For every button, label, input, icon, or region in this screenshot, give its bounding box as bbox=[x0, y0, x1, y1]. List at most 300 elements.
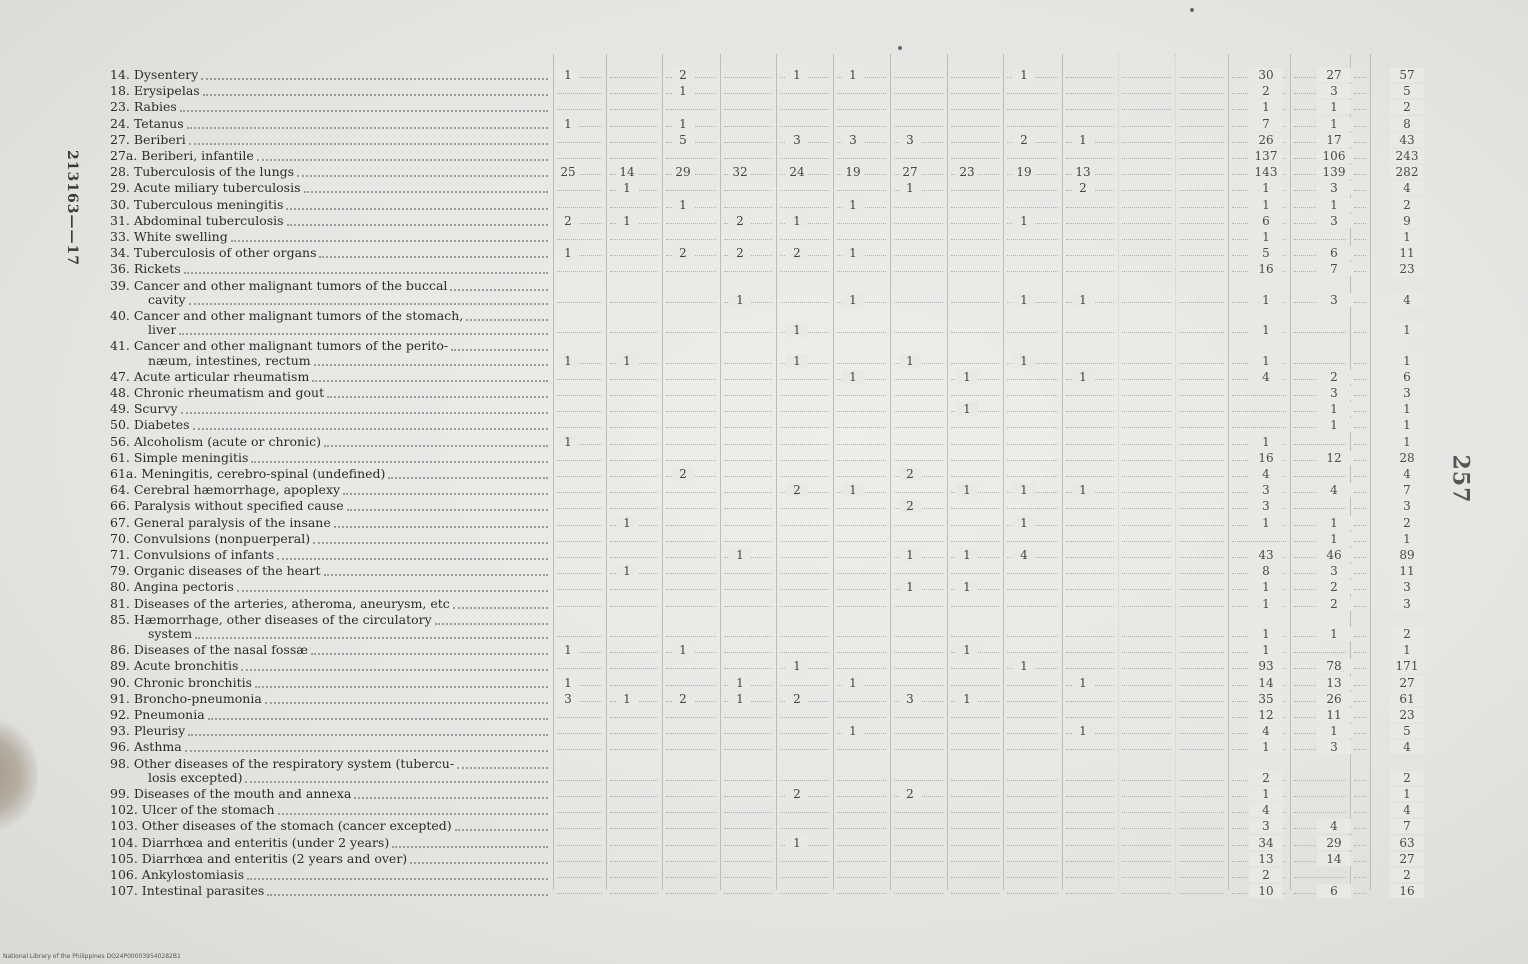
total-male: 10 bbox=[1249, 884, 1283, 898]
cell-dots bbox=[666, 685, 716, 686]
cause-label: 86. Diseases of the nasal fossæ bbox=[110, 643, 308, 658]
cell-dots bbox=[894, 207, 943, 208]
cell-dots bbox=[1066, 508, 1114, 509]
total-male: 7 bbox=[1249, 117, 1283, 131]
cell-dots bbox=[666, 780, 716, 781]
cause-label: 40. Cancer and other malignant tumors of the stomach, bbox=[110, 309, 464, 323]
cell-dots bbox=[837, 223, 886, 224]
total-male: 34 bbox=[1249, 836, 1283, 850]
cell-dots bbox=[1066, 589, 1114, 590]
cell-dots bbox=[894, 733, 943, 734]
cell-dots bbox=[1354, 861, 1366, 862]
cell-dots bbox=[894, 109, 943, 110]
total-female bbox=[1317, 230, 1351, 244]
month-count: 25 bbox=[557, 165, 579, 179]
cell-dots bbox=[780, 749, 829, 750]
cell-dots bbox=[1354, 780, 1366, 781]
total-female: 3 bbox=[1317, 293, 1351, 307]
cell-dots bbox=[724, 239, 772, 240]
cell-dots bbox=[1122, 780, 1171, 781]
cell-dots bbox=[1179, 363, 1224, 364]
cell-dots bbox=[1179, 652, 1224, 653]
cell-dots bbox=[666, 606, 716, 607]
cell-dots bbox=[1066, 239, 1114, 240]
cell-dots bbox=[1066, 395, 1114, 396]
table-row bbox=[0, 724, 1440, 738]
cause-label: 39. Cancer and other malignant tumors of the buccal bbox=[110, 278, 448, 293]
cell-dots bbox=[610, 796, 658, 797]
month-count: 1 bbox=[729, 692, 751, 706]
cell-dots bbox=[557, 877, 602, 878]
total-female: 46 bbox=[1317, 548, 1351, 562]
cell-dots bbox=[1122, 255, 1171, 256]
cell-dots bbox=[780, 877, 829, 878]
cell-dots bbox=[724, 573, 772, 574]
cell-dots bbox=[837, 460, 886, 461]
month-count: 1 bbox=[1013, 516, 1035, 530]
total-female bbox=[1317, 323, 1351, 337]
dot-leader bbox=[189, 143, 548, 145]
cell-dots bbox=[951, 363, 999, 364]
cell-dots bbox=[1066, 828, 1114, 829]
month-count: 1 bbox=[616, 516, 638, 530]
cause-label: 14. Dysentery bbox=[110, 68, 199, 82]
total-all: 4 bbox=[1390, 467, 1424, 481]
dot-leader bbox=[251, 461, 548, 463]
dot-leader bbox=[231, 240, 548, 242]
table-row bbox=[0, 580, 1440, 594]
cell-dots bbox=[1007, 636, 1058, 637]
month-count: 3 bbox=[786, 133, 808, 147]
cell-dots bbox=[724, 158, 772, 159]
cell-dots bbox=[951, 190, 999, 191]
month-count: 32 bbox=[729, 165, 751, 179]
table-row bbox=[0, 516, 1440, 530]
cell-dots bbox=[894, 877, 943, 878]
dot-leader bbox=[189, 303, 548, 305]
cell-dots bbox=[557, 142, 602, 143]
cell-dots bbox=[780, 589, 829, 590]
dot-leader bbox=[354, 797, 548, 799]
cause-label: 29. Acute miliary tuberculosis bbox=[110, 181, 301, 196]
cause-label: 70. Convulsions (nonpuerperal) bbox=[110, 531, 311, 546]
total-male: 1 bbox=[1249, 100, 1283, 114]
cell-dots bbox=[1066, 701, 1114, 702]
cell-dots bbox=[1122, 589, 1171, 590]
cell-dots bbox=[1179, 573, 1224, 574]
cell-dots bbox=[724, 492, 772, 493]
cell-dots bbox=[1066, 557, 1114, 558]
cell-dots bbox=[1066, 363, 1114, 364]
cell-dots bbox=[894, 271, 943, 272]
cell-dots bbox=[1007, 749, 1058, 750]
total-all: 1 bbox=[1390, 435, 1424, 449]
table-row bbox=[0, 659, 1440, 673]
cell-dots bbox=[780, 427, 829, 428]
table-row bbox=[0, 787, 1440, 801]
cell-dots bbox=[894, 332, 943, 333]
cell-dots bbox=[837, 636, 886, 637]
cell-dots bbox=[837, 476, 886, 477]
table-row bbox=[0, 198, 1440, 212]
cell-dots bbox=[780, 395, 829, 396]
month-count: 1 bbox=[729, 293, 751, 307]
total-female: 1 bbox=[1317, 724, 1351, 738]
cause-label: 49. Scurvy bbox=[110, 402, 178, 417]
cell-dots bbox=[724, 411, 772, 412]
dot-leader bbox=[455, 829, 548, 831]
cell-dots bbox=[1122, 460, 1171, 461]
cell-dots bbox=[557, 460, 602, 461]
cell-dots bbox=[780, 636, 829, 637]
total-male: 26 bbox=[1249, 133, 1283, 147]
total-all: 27 bbox=[1390, 852, 1424, 866]
month-count: 1 bbox=[899, 181, 921, 195]
cell-dots bbox=[610, 332, 658, 333]
cell-dots bbox=[666, 733, 716, 734]
cell-dots bbox=[1354, 142, 1366, 143]
total-female: 17 bbox=[1317, 133, 1351, 147]
table-row bbox=[0, 676, 1440, 690]
cell-dots bbox=[666, 395, 716, 396]
cell-dots bbox=[1066, 271, 1114, 272]
cell-dots bbox=[1122, 812, 1171, 813]
cell-dots bbox=[837, 701, 886, 702]
cell-dots bbox=[1354, 733, 1366, 734]
cell-dots bbox=[1007, 573, 1058, 574]
cause-label: 24. Tetanus bbox=[110, 116, 184, 131]
cell-dots bbox=[837, 239, 886, 240]
cause-label-continued: cavity bbox=[148, 292, 186, 307]
cell-dots bbox=[610, 126, 658, 127]
cell-dots bbox=[1007, 508, 1058, 509]
cell-dots bbox=[1179, 812, 1224, 813]
month-count: 1 bbox=[1072, 676, 1094, 690]
month-count: 23 bbox=[956, 165, 978, 179]
month-count: 2 bbox=[786, 787, 808, 801]
month-count: 1 bbox=[672, 84, 694, 98]
cell-dots bbox=[557, 749, 602, 750]
total-female: 1 bbox=[1317, 117, 1351, 131]
total-male bbox=[1249, 386, 1283, 400]
cell-dots bbox=[610, 427, 658, 428]
cell-dots bbox=[1354, 636, 1366, 637]
total-all: 63 bbox=[1390, 836, 1424, 850]
cause-label: 90. Chronic bronchitis bbox=[110, 675, 253, 690]
month-count: 1 bbox=[1013, 659, 1035, 673]
cell-dots bbox=[1007, 332, 1058, 333]
cause-label: 107. Intestinal parasites bbox=[110, 884, 265, 899]
cell-dots bbox=[1354, 893, 1366, 894]
cell-dots bbox=[780, 573, 829, 574]
cell-dots bbox=[1179, 77, 1224, 78]
cell-dots bbox=[1179, 93, 1224, 94]
cell-dots bbox=[557, 861, 602, 862]
total-male: 3 bbox=[1249, 819, 1283, 833]
month-count: 1 bbox=[672, 198, 694, 212]
dot-leader bbox=[435, 623, 548, 625]
cell-dots bbox=[666, 444, 716, 445]
cell-dots bbox=[1354, 411, 1366, 412]
dot-leader bbox=[193, 428, 548, 430]
cell-dots bbox=[951, 109, 999, 110]
total-female: 106 bbox=[1317, 149, 1351, 163]
cell-dots bbox=[557, 109, 602, 110]
cell-dots bbox=[610, 877, 658, 878]
dot-leader bbox=[347, 509, 548, 511]
cell-dots bbox=[724, 460, 772, 461]
cell-dots bbox=[894, 717, 943, 718]
cell-dots bbox=[951, 239, 999, 240]
cell-dots bbox=[780, 126, 829, 127]
table-row bbox=[0, 402, 1440, 416]
dot-leader bbox=[286, 208, 548, 210]
cell-dots bbox=[1354, 239, 1366, 240]
cell-dots bbox=[894, 492, 943, 493]
cell-dots bbox=[1179, 395, 1224, 396]
cell-dots bbox=[1066, 749, 1114, 750]
cause-label: 105. Diarrhœa and enteritis (2 years and over) bbox=[110, 851, 408, 866]
cell-dots bbox=[1122, 733, 1171, 734]
cell-dots bbox=[1122, 492, 1171, 493]
month-count: 1 bbox=[1013, 354, 1035, 368]
total-male: 1 bbox=[1249, 643, 1283, 657]
month-count: 19 bbox=[842, 165, 864, 179]
cell-dots bbox=[666, 636, 716, 637]
total-male: 4 bbox=[1249, 724, 1283, 738]
cell-dots bbox=[1122, 636, 1171, 637]
table-row bbox=[0, 803, 1440, 817]
cell-dots bbox=[951, 302, 999, 303]
table-row bbox=[0, 68, 1440, 82]
total-female bbox=[1317, 771, 1351, 785]
cell-dots bbox=[1122, 557, 1171, 558]
month-count: 2 bbox=[899, 499, 921, 513]
cell-dots bbox=[1354, 255, 1366, 256]
total-male: 4 bbox=[1249, 803, 1283, 817]
cell-dots bbox=[610, 606, 658, 607]
total-all: 3 bbox=[1390, 386, 1424, 400]
total-male: 43 bbox=[1249, 548, 1283, 562]
cause-label: 103. Other diseases of the stomach (cancer excepted) bbox=[110, 819, 452, 834]
cause-label: 104. Diarrhœa and enteritis (under 2 years) bbox=[110, 835, 390, 850]
total-male: 1 bbox=[1249, 580, 1283, 594]
month-count: 5 bbox=[672, 133, 694, 147]
month-count: 1 bbox=[557, 435, 579, 449]
cell-dots bbox=[1179, 271, 1224, 272]
dot-leader bbox=[188, 734, 548, 736]
dot-leader bbox=[267, 894, 548, 896]
cell-dots bbox=[666, 589, 716, 590]
cell-dots bbox=[1122, 379, 1171, 380]
cause-label: 93. Pleurisy bbox=[110, 724, 186, 739]
cell-dots bbox=[951, 158, 999, 159]
cell-dots bbox=[780, 302, 829, 303]
cell-dots bbox=[1122, 717, 1171, 718]
ink-speck bbox=[898, 46, 902, 50]
cell-dots bbox=[1354, 589, 1366, 590]
cell-dots bbox=[557, 780, 602, 781]
cell-dots bbox=[1122, 126, 1171, 127]
cell-dots bbox=[666, 828, 716, 829]
cell-dots bbox=[1122, 411, 1171, 412]
cell-dots bbox=[1354, 573, 1366, 574]
month-count: 1 bbox=[786, 68, 808, 82]
month-count: 24 bbox=[786, 165, 808, 179]
dot-leader bbox=[324, 574, 548, 576]
cell-dots bbox=[1066, 717, 1114, 718]
total-male bbox=[1249, 418, 1283, 432]
month-count: 1 bbox=[557, 643, 579, 657]
cell-dots bbox=[951, 508, 999, 509]
cell-dots bbox=[837, 363, 886, 364]
cell-dots bbox=[666, 812, 716, 813]
table-row bbox=[0, 84, 1440, 98]
cell-dots bbox=[780, 207, 829, 208]
table-row bbox=[0, 309, 1440, 337]
cell-dots bbox=[837, 395, 886, 396]
total-male: 1 bbox=[1249, 293, 1283, 307]
total-male: 2 bbox=[1249, 84, 1283, 98]
cell-dots bbox=[1122, 893, 1171, 894]
cell-dots bbox=[1354, 271, 1366, 272]
cell-dots bbox=[1007, 109, 1058, 110]
cell-dots bbox=[1179, 109, 1224, 110]
dot-leader bbox=[287, 224, 548, 226]
cell-dots bbox=[1122, 525, 1171, 526]
table-row bbox=[0, 133, 1440, 147]
cell-dots bbox=[557, 332, 602, 333]
cell-dots bbox=[1007, 255, 1058, 256]
cell-dots bbox=[1179, 142, 1224, 143]
cell-dots bbox=[837, 93, 886, 94]
total-female: 13 bbox=[1317, 676, 1351, 690]
total-female: 3 bbox=[1317, 84, 1351, 98]
cell-dots bbox=[610, 717, 658, 718]
dot-leader bbox=[201, 78, 548, 80]
total-all: 7 bbox=[1390, 483, 1424, 497]
total-all: 61 bbox=[1390, 692, 1424, 706]
cell-dots bbox=[894, 780, 943, 781]
cell-dots bbox=[610, 861, 658, 862]
cell-dots bbox=[1354, 158, 1366, 159]
table-row bbox=[0, 483, 1440, 497]
cell-dots bbox=[951, 796, 999, 797]
cell-dots bbox=[1179, 411, 1224, 412]
cell-dots bbox=[1066, 780, 1114, 781]
cell-dots bbox=[557, 796, 602, 797]
cell-dots bbox=[1179, 207, 1224, 208]
total-female: 3 bbox=[1317, 386, 1351, 400]
cell-dots bbox=[557, 239, 602, 240]
cell-dots bbox=[1007, 717, 1058, 718]
cell-dots bbox=[1179, 444, 1224, 445]
dot-leader bbox=[451, 349, 548, 351]
month-count: 1 bbox=[956, 548, 978, 562]
table-row bbox=[0, 279, 1440, 307]
month-count: 3 bbox=[842, 133, 864, 147]
cell-dots bbox=[780, 541, 829, 542]
cell-dots bbox=[557, 573, 602, 574]
cell-dots bbox=[1007, 828, 1058, 829]
cell-dots bbox=[724, 749, 772, 750]
cell-dots bbox=[557, 207, 602, 208]
cell-dots bbox=[610, 733, 658, 734]
cell-dots bbox=[1354, 109, 1366, 110]
ink-speck bbox=[1190, 8, 1194, 12]
total-male: 8 bbox=[1249, 564, 1283, 578]
total-male: 1 bbox=[1249, 181, 1283, 195]
total-all: 1 bbox=[1390, 532, 1424, 546]
cell-dots bbox=[1354, 427, 1366, 428]
dot-leader bbox=[278, 813, 548, 815]
cell-dots bbox=[610, 589, 658, 590]
cell-dots bbox=[1007, 685, 1058, 686]
cell-dots bbox=[724, 363, 772, 364]
total-all: 16 bbox=[1390, 884, 1424, 898]
month-count: 1 bbox=[899, 580, 921, 594]
cell-dots bbox=[837, 893, 886, 894]
month-count: 2 bbox=[729, 246, 751, 260]
month-count: 1 bbox=[956, 483, 978, 497]
cause-label-continued: liver bbox=[148, 323, 177, 338]
total-male: 1 bbox=[1249, 597, 1283, 611]
cell-dots bbox=[1066, 460, 1114, 461]
month-count: 1 bbox=[1072, 370, 1094, 384]
total-all: 4 bbox=[1390, 803, 1424, 817]
cell-dots bbox=[724, 636, 772, 637]
month-count: 2 bbox=[729, 214, 751, 228]
cell-dots bbox=[780, 476, 829, 477]
month-count: 2 bbox=[899, 467, 921, 481]
cell-dots bbox=[610, 302, 658, 303]
cell-dots bbox=[951, 525, 999, 526]
month-count: 1 bbox=[786, 214, 808, 228]
cell-dots bbox=[1122, 142, 1171, 143]
month-count: 2 bbox=[786, 692, 808, 706]
cell-dots bbox=[610, 557, 658, 558]
dot-leader bbox=[410, 862, 548, 864]
cell-dots bbox=[951, 476, 999, 477]
month-count: 1 bbox=[1013, 68, 1035, 82]
cell-dots bbox=[557, 541, 602, 542]
cell-dots bbox=[1179, 877, 1224, 878]
cell-dots bbox=[1179, 541, 1224, 542]
month-count: 1 bbox=[1072, 483, 1094, 497]
cell-dots bbox=[1122, 476, 1171, 477]
table-row bbox=[0, 613, 1440, 641]
cell-dots bbox=[724, 379, 772, 380]
cell-dots bbox=[666, 877, 716, 878]
dot-leader bbox=[265, 702, 548, 704]
total-male: 1 bbox=[1249, 627, 1283, 641]
table-row bbox=[0, 868, 1440, 882]
cause-label: 31. Abdominal tuberculosis bbox=[110, 213, 284, 228]
cell-dots bbox=[837, 271, 886, 272]
cause-label: 66. Paralysis without specified cause bbox=[110, 499, 344, 514]
total-all: 3 bbox=[1390, 580, 1424, 594]
cell-dots bbox=[780, 460, 829, 461]
cell-dots bbox=[724, 93, 772, 94]
cell-dots bbox=[557, 812, 602, 813]
month-count: 1 bbox=[557, 246, 579, 260]
month-count: 1 bbox=[956, 370, 978, 384]
total-all: 89 bbox=[1390, 548, 1424, 562]
cause-label: 27a. Beriberi, infantile bbox=[110, 149, 254, 163]
cause-label: 79. Organic diseases of the heart bbox=[110, 564, 321, 579]
table-row bbox=[0, 246, 1440, 260]
cell-dots bbox=[837, 427, 886, 428]
